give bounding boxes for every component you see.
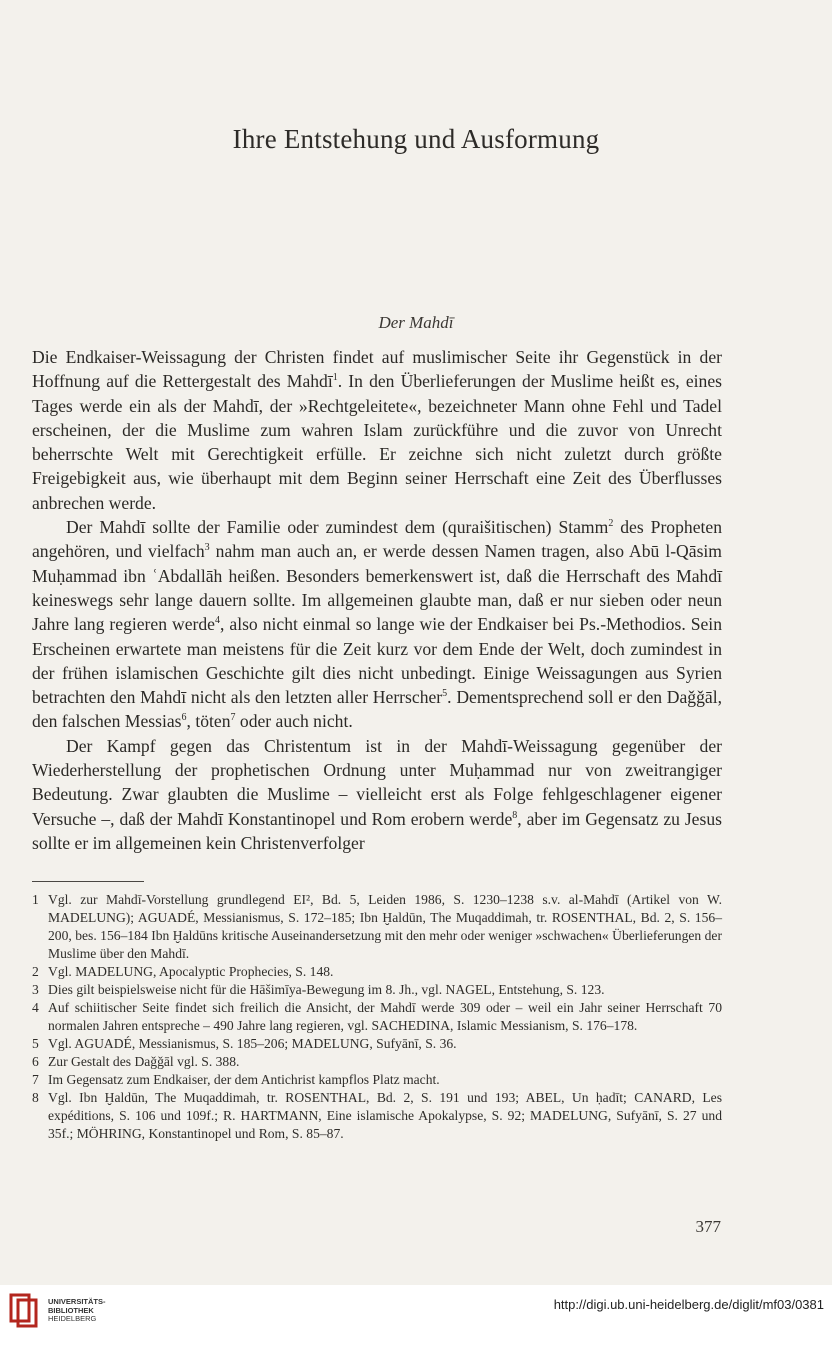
- footnote-ref: 7: [230, 712, 236, 724]
- paragraph-text: Der Kampf gegen das Christentum ist in der Mahdī-Weissagung gegenüber der Wiederherstellung der prophetischen Ordnung unter Muḥammad nur von zweitrangiger Bedeutung. Zwar glaubten die Muslime – vielleicht erst als Folge fehlgeschlagener eigener Versuche –, daß der Mahdī Konstantinopel und Rom erobern werde: [32, 735, 722, 829]
- footnote-number: 7: [32, 1072, 39, 1087]
- library-name-line3: HEIDELBERG: [48, 1314, 97, 1324]
- paragraph-text: , töten: [186, 711, 231, 732]
- footnote-ref: 8: [512, 809, 518, 821]
- footnote: [32, 1071, 722, 1089]
- footnote-text: Vgl. AGUADÉ, Messianismus, S. 185–206; MADELUNG, Sufyānī, S. 36.: [48, 1036, 457, 1051]
- section-heading: Der Mahdī: [378, 313, 454, 332]
- footnote-number: 4: [32, 1000, 39, 1015]
- footnote-ref: 2: [608, 518, 614, 530]
- library-name-line1: UNIVERSITÄTS-: [48, 1297, 106, 1306]
- footnote-ref: 6: [181, 712, 187, 724]
- footer-bar: [0, 1285, 832, 1345]
- paragraph-text: . In den Überlieferungen der Muslime heißt es, eines Tages werde ein als der Mahdī, der »Rechtgeleitete«, bezeichneter Mann ohne Fehl und Tadel erscheinen, der die Muslime zum wahren Islam zurückführe und die zuvor von Unrecht beherrschte Welt mit Gerechtigkeit erfülle. Er zeichne sich nicht zuletzt durch größte Freigebigkeit aus, wie überhaupt mit dem Beginn seiner Herrschaft eine Zeit des Überflusses anbrechen werde.: [32, 371, 722, 513]
- footnote-ref: 5: [442, 688, 448, 700]
- footnote-text: Im Gegensatz zum Endkaiser, der dem Antichrist kampflos Platz macht.: [48, 1072, 440, 1087]
- paragraph-text: nahm man auch an, er werde dessen Namen tragen, also Abū l-Qāsim Muḥammad ibn ʿAbdallāh heißen. Besonders bemerkenswert ist, daß die Herrschaft des Mahdī keineswegs sehr lange dauern sollte. Im allgemeinen glaubte man, daß er nur sieben oder neun Jahre lang regieren werde: [32, 541, 722, 635]
- library-name-line2: BIBLIOTHEK: [48, 1305, 94, 1315]
- body-text: [32, 345, 722, 855]
- footnotes: [32, 891, 722, 1143]
- paragraph-text: Die Endkaiser-Weissagung der Christen findet auf muslimischer Seite ihr Gegenstück in der Hoffnung auf die Rettergestalt des Mahdī: [32, 347, 722, 392]
- footnote-number: 5: [32, 1036, 39, 1051]
- paragraph-text: , aber im Gegensatz zu Jesus sollte er im allgemeinen kein Christenverfolger: [32, 808, 722, 853]
- chapter-title: Ihre Entstehung und Ausformung: [232, 124, 600, 154]
- footnote-text: Vgl. Ibn Ḫaldūn, The Muqaddimah, tr. ROSENTHAL, Bd. 2, S. 191 und 193; ABEL, Un ḥadīt; CANARD, Les expéditions, S. 106 und 109f.; R. HARTMANN, Eine islamische Apokalypse, S. 92; MADELUNG, Sufyānī, S. 27 und 35f.; MÖHRING, Konstantinopel und Rom, S. 85–87.: [48, 1090, 722, 1141]
- footnote: [32, 891, 722, 963]
- footnote-text: Dies gilt beispielsweise nicht für die Hāšimīya-Bewegung im 8. Jh., vgl. NAGEL, Entstehung, S. 123.: [48, 982, 605, 997]
- footnote-text: Zur Gestalt des Daǧǧāl vgl. S. 388.: [48, 1054, 240, 1069]
- footnote-text: Auf schiitischer Seite findet sich freilich die Ansicht, der Mahdī werde 309 oder – weil ein Jahr seiner Herrschaft 70 normalen Jahren entspreche – 490 Jahre lang regieren, vgl. SACHEDINA, Islamic Messianism, S. 176–178.: [48, 1000, 722, 1033]
- paragraph: [32, 515, 722, 734]
- footnote-number: 3: [32, 982, 39, 997]
- paragraph-text: oder auch nicht.: [235, 711, 353, 732]
- paragraph: [32, 345, 722, 515]
- footnote: [32, 1089, 722, 1143]
- page-number: 377: [695, 1217, 721, 1236]
- footnote-divider: [32, 881, 144, 882]
- footnote: [32, 1053, 722, 1071]
- paragraph: [32, 734, 722, 855]
- footnote: [32, 999, 722, 1035]
- footnote: [32, 963, 722, 981]
- footnote-ref: 3: [204, 542, 210, 554]
- footnote: [32, 1035, 722, 1053]
- footnote-number: 2: [32, 964, 39, 979]
- paragraph-text: des Propheten angehören, und vielfach: [32, 517, 722, 562]
- library-logo-icon: [8, 1292, 42, 1328]
- footnote-number: 1: [32, 892, 39, 907]
- source-url-link[interactable]: http://digi.ub.uni-heidelberg.de/diglit/mf03/0381: [553, 1297, 824, 1312]
- footnote-number: 8: [32, 1090, 39, 1105]
- footnote-ref: 1: [332, 372, 338, 384]
- footnote-text: Vgl. MADELUNG, Apocalyptic Prophecies, S. 148.: [48, 964, 334, 979]
- paragraph-text: , also nicht einmal so lange wie der Endkaiser bei Ps.-Methodios. Sein Erscheinen erwartete man meistens für die Zeit kurz vor dem Ende der Welt, doch zumindest in der frühen islamischen Geschichte gilt dies nicht unbedingt. Einige Weissagungen aus Syrien betrachten den Mahdī nicht als den letzten aller Herrscher: [32, 614, 722, 708]
- paragraph-text: Der Mahdī sollte der Familie oder zumindest dem (quraišitischen) Stamm: [66, 517, 609, 538]
- library-name: [48, 1298, 106, 1324]
- footnote-ref: 4: [215, 615, 220, 627]
- footnote-text: Vgl. zur Mahdī-Vorstellung grundlegend EI², Bd. 5, Leiden 1986, S. 1230–1238 s.v. al-Mahdī (Artikel von W. MADELUNG); AGUADÉ, Messianismus, S. 172–185; Ibn Ḫaldūn, The Muqaddimah, tr. ROSENTHAL, Bd. 2, S. 156–200, bes. 156–184 Ibn Ḫaldūns kritische Auseinandersetzung mit den mehr oder weniger »schwachen« Überlieferungen der Muslime über den Mahdī.: [48, 892, 722, 961]
- paragraph-text: . Dementsprechend soll er den Daǧǧāl, den falschen Messias: [32, 687, 722, 732]
- footnote-number: 6: [32, 1054, 39, 1069]
- footnote: [32, 981, 722, 999]
